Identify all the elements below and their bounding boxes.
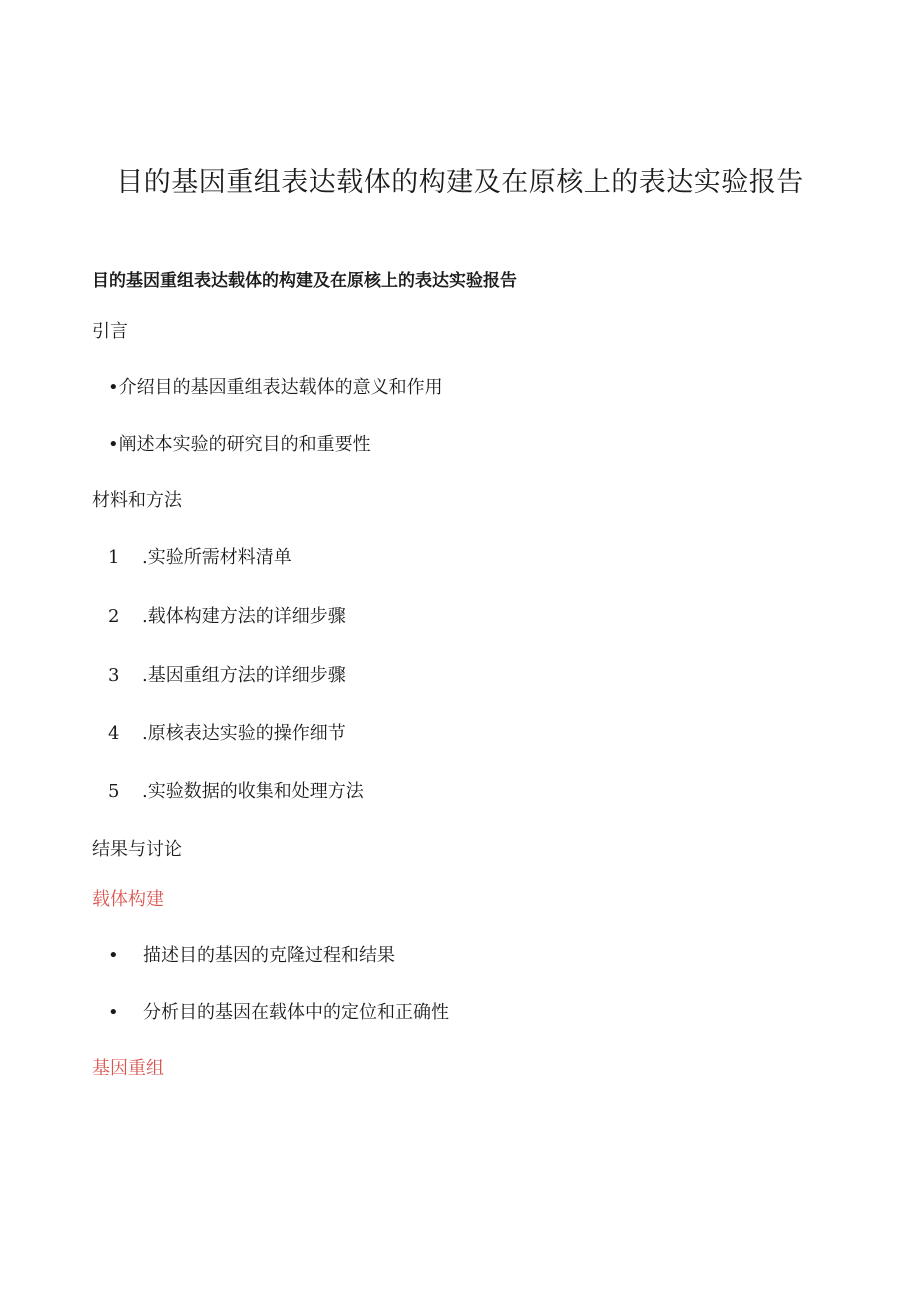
document-subtitle: 目的基因重组表达载体的构建及在原核上的表达实验报告 bbox=[92, 271, 517, 291]
methods-item-text: .基因重组方法的详细步骤 bbox=[142, 665, 346, 686]
methods-item-number: 2 bbox=[108, 606, 120, 627]
vector-construction-heading: 载体构建 bbox=[92, 889, 164, 910]
document-title: 目的基因重组表达载体的构建及在原核上的表达实验报告 bbox=[116, 167, 804, 198]
intro-heading: 引言 bbox=[92, 321, 128, 342]
intro-bullet: •阐述本实验的研究目的和重要性 bbox=[108, 434, 371, 455]
gene-recombination-heading: 基因重组 bbox=[92, 1058, 164, 1079]
methods-item bbox=[108, 719, 346, 745]
methods-item-number: 4 bbox=[108, 723, 120, 744]
methods-item-text: .载体构建方法的详细步骤 bbox=[142, 606, 346, 627]
methods-item-text: .实验所需材料清单 bbox=[142, 547, 292, 568]
methods-item-number: 1 bbox=[108, 547, 120, 568]
methods-item-number: 5 bbox=[108, 781, 120, 802]
methods-item bbox=[108, 602, 346, 628]
methods-item-text: .原核表达实验的操作细节 bbox=[142, 723, 346, 744]
bullet-dot: • bbox=[108, 945, 119, 966]
methods-item-text: .实验数据的收集和处理方法 bbox=[142, 781, 364, 802]
results-heading: 结果与讨论 bbox=[92, 839, 182, 860]
vector-bullet bbox=[108, 998, 449, 1024]
methods-item bbox=[108, 661, 346, 687]
methods-item-number: 3 bbox=[108, 665, 120, 686]
vector-bullet-text: 分析目的基因在载体中的定位和正确性 bbox=[143, 1002, 449, 1023]
methods-item bbox=[108, 777, 364, 803]
bullet-dot: • bbox=[108, 1002, 119, 1023]
methods-item bbox=[108, 543, 292, 569]
vector-bullet bbox=[108, 941, 395, 967]
methods-heading: 材料和方法 bbox=[92, 490, 182, 511]
intro-bullet: •介绍目的基因重组表达载体的意义和作用 bbox=[108, 377, 443, 398]
vector-bullet-text: 描述目的基因的克隆过程和结果 bbox=[143, 945, 395, 966]
